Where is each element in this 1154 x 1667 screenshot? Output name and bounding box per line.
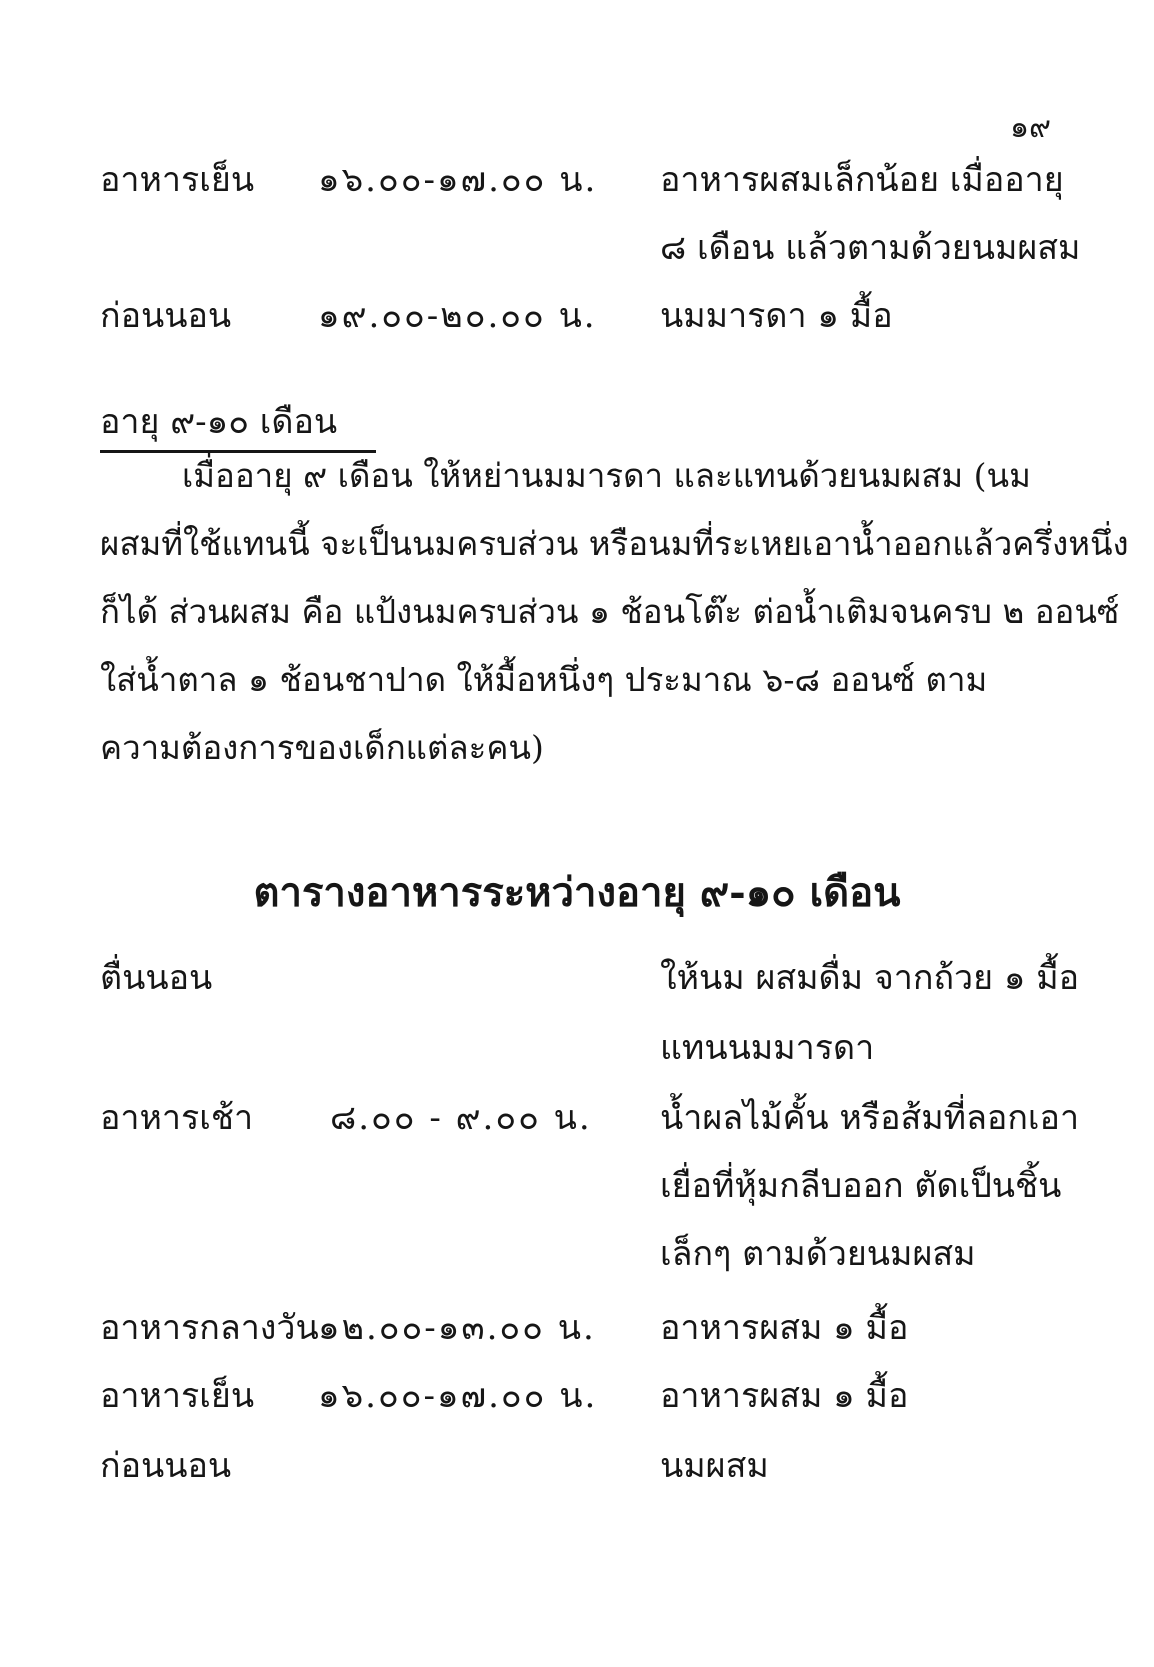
paragraph-line: ใส่น้ำตาล ๑ ช้อนชาปาด ให้มื้อหนึ่งๆ ประมาณ ๖-๘ ออนซ์ ตาม <box>100 660 988 699</box>
meal-description: อาหารผสม ๑ มื้อ <box>660 1308 909 1348</box>
meal-name: ก่อนนอน <box>100 1446 232 1486</box>
meal-description: อาหารผสม ๑ มื้อ <box>660 1376 909 1416</box>
meal-description: นมผสม <box>660 1446 769 1486</box>
meal-time: ๑๖.๐๐-๑๗.๐๐ น. <box>318 160 598 200</box>
page-number: ๑๙ <box>1010 110 1052 145</box>
meal-name: อาหารเย็น <box>100 160 255 200</box>
meal-description: เยื่อที่หุ้มกลีบออก ตัดเป็นชิ้น <box>660 1166 1062 1206</box>
meal-description: ให้นม ผสมดื่ม จากถ้วย ๑ มื้อ <box>660 958 1080 998</box>
paragraph-line: ผสมที่ใช้แทนนี้ จะเป็นนมครบส่วน หรือนมที่ระเหยเอาน้ำออกแล้วครึ่งหนึ่ง <box>100 524 1129 563</box>
table-title: ตารางอาหารระหว่างอายุ ๙-๑๐ เดือน <box>253 869 901 916</box>
meal-time: ๑๒.๐๐-๑๓.๐๐ น. <box>318 1308 596 1348</box>
paragraph-line: ความต้องการของเด็กแต่ละคน) <box>100 728 544 767</box>
heading-underline <box>100 450 376 453</box>
meal-name: ตื่นนอน <box>100 958 213 998</box>
meal-time: ๑๖.๐๐-๑๗.๐๐ น. <box>318 1376 598 1416</box>
meal-description: แทนนมมารดา <box>660 1028 875 1068</box>
meal-name: ก่อนนอน <box>100 296 232 336</box>
meal-description: อาหารผสมเล็กน้อย เมื่ออายุ <box>660 160 1064 200</box>
paragraph-line: ก็ได้ ส่วนผสม คือ แป้งนมครบส่วน ๑ ช้อนโต๊ะ ต่อน้ำเติมจนครบ ๒ ออนซ์ <box>100 592 1120 631</box>
meal-time: ๑๙.๐๐-๒๐.๐๐ น. <box>318 296 597 336</box>
meal-name: อาหารเย็น <box>100 1376 255 1416</box>
meal-name: อาหารกลางวัน <box>100 1308 319 1348</box>
meal-name: อาหารเช้า <box>100 1098 254 1138</box>
paragraph-line: เมื่ออายุ ๙ เดือน ให้หย่านมมารดา และแทนด้วยนมผสม (นม <box>182 456 1031 495</box>
meal-description: เล็กๆ ตามด้วยนมผสม <box>660 1234 976 1274</box>
section-heading: อายุ ๙-๑๐ เดือน <box>100 402 338 442</box>
meal-time: ๘.๐๐ - ๙.๐๐ น. <box>330 1098 592 1138</box>
meal-description: น้ำผลไม้คั้น หรือส้มที่ลอกเอา <box>660 1098 1080 1138</box>
meal-description: นมมารดา ๑ มื้อ <box>660 296 893 336</box>
meal-description: ๘ เดือน แล้วตามด้วยนมผสม <box>660 228 1081 268</box>
